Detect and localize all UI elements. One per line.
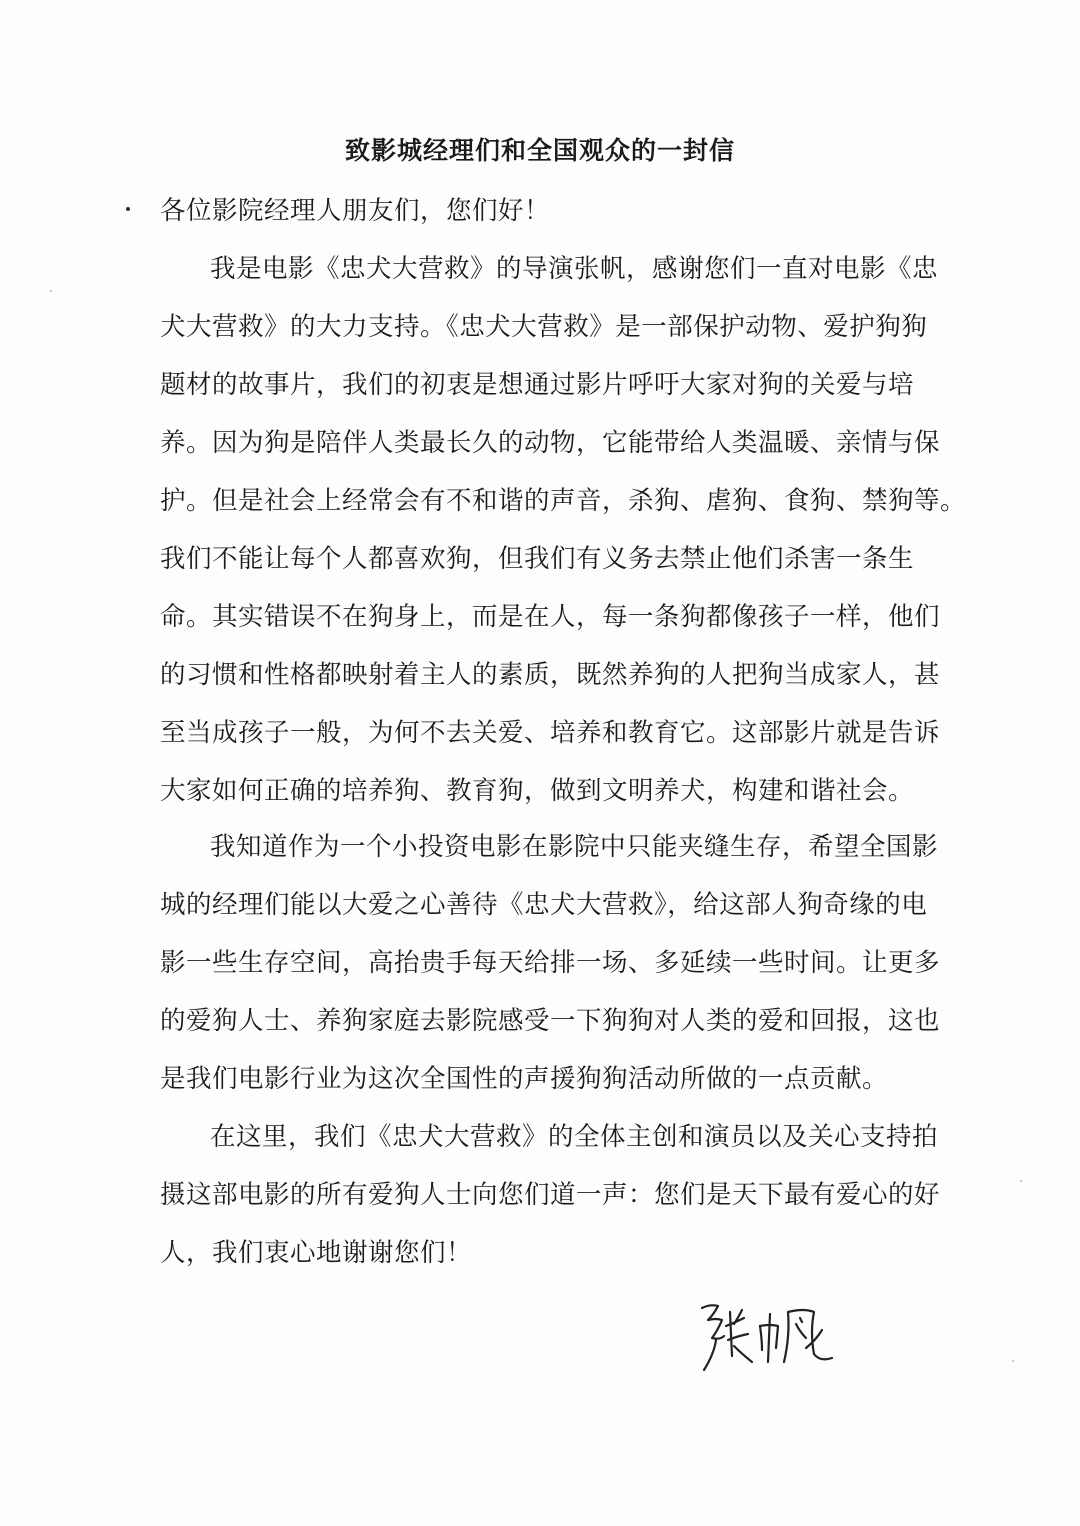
paragraph2-line: 是我们电影行业为这次全国性的声援狗狗活动所做的一点贡献。 [160,1064,889,1094]
paragraph1-line: 命。其实错误不在狗身上，而是在人，每一条狗都像孩子一样，他们 [160,602,941,632]
paragraph1-line: 大家如何正确的培养狗、教育狗，做到文明养犬，构建和谐社会。 [160,776,915,806]
paragraph2-line: 城的经理们能以大爱之心善待《忠犬大营救》，给这部人狗奇缘的电 [160,890,928,920]
paragraph2-line: 影一些生存空间，高抬贵手每天给排一场、多延续一些时间。让更多 [160,948,941,978]
paragraph1-line: 至当成孩子一般，为何不去关爱、培养和教育它。这部影片就是告诉 [160,718,941,748]
salutation: 各位影院经理人朋友们，您们好！ [160,196,551,226]
handwritten-signature [696,1296,856,1378]
paragraph1-line: 题材的故事片，我们的初衷是想通过影片呼吁大家对狗的关爱与培 [160,370,915,400]
scan-speck [1020,1180,1022,1182]
paragraph1-line: 护。但是社会上经常会有不和谐的声音，杀狗、虐狗、食狗、禁狗等。 [160,486,967,516]
paragraph1-line: 我是电影《忠犬大营救》的导演张帆，感谢您们一直对电影《忠 [210,254,939,284]
paragraph1-line: 养。因为狗是陪伴人类最长久的动物，它能带给人类温暖、亲情与保 [160,428,941,458]
paragraph3-line: 在这里，我们《忠犬大营救》的全体主创和演员以及关心支持拍 [210,1122,939,1152]
margin-dot [126,207,130,211]
paragraph2-line: 的爱狗人士、养狗家庭去影院感受一下狗狗对人类的爱和回报，这也 [160,1006,941,1036]
letter-title: 致影城经理们和全国观众的一封信 [344,136,735,165]
scan-speck [50,290,52,292]
paragraph2-line: 我知道作为一个小投资电影在影院中只能夹缝生存，希望全国影 [210,832,939,862]
scan-speck [1012,1360,1014,1362]
paragraph1-line: 的习惯和性格都映射着主人的素质，既然养狗的人把狗当成家人，甚 [160,660,941,690]
paragraph3-line: 人，我们衷心地谢谢您们！ [160,1238,473,1268]
paragraph1-line: 我们不能让每个人都喜欢狗，但我们有义务去禁止他们杀害一条生 [160,544,915,574]
paragraph1-line: 犬大营救》的大力支持。《忠犬大营救》是一部保护动物、爱护狗狗 [160,312,928,342]
paragraph3-line: 摄这部电影的所有爱狗人士向您们道一声：您们是天下最有爱心的好 [160,1180,941,1210]
